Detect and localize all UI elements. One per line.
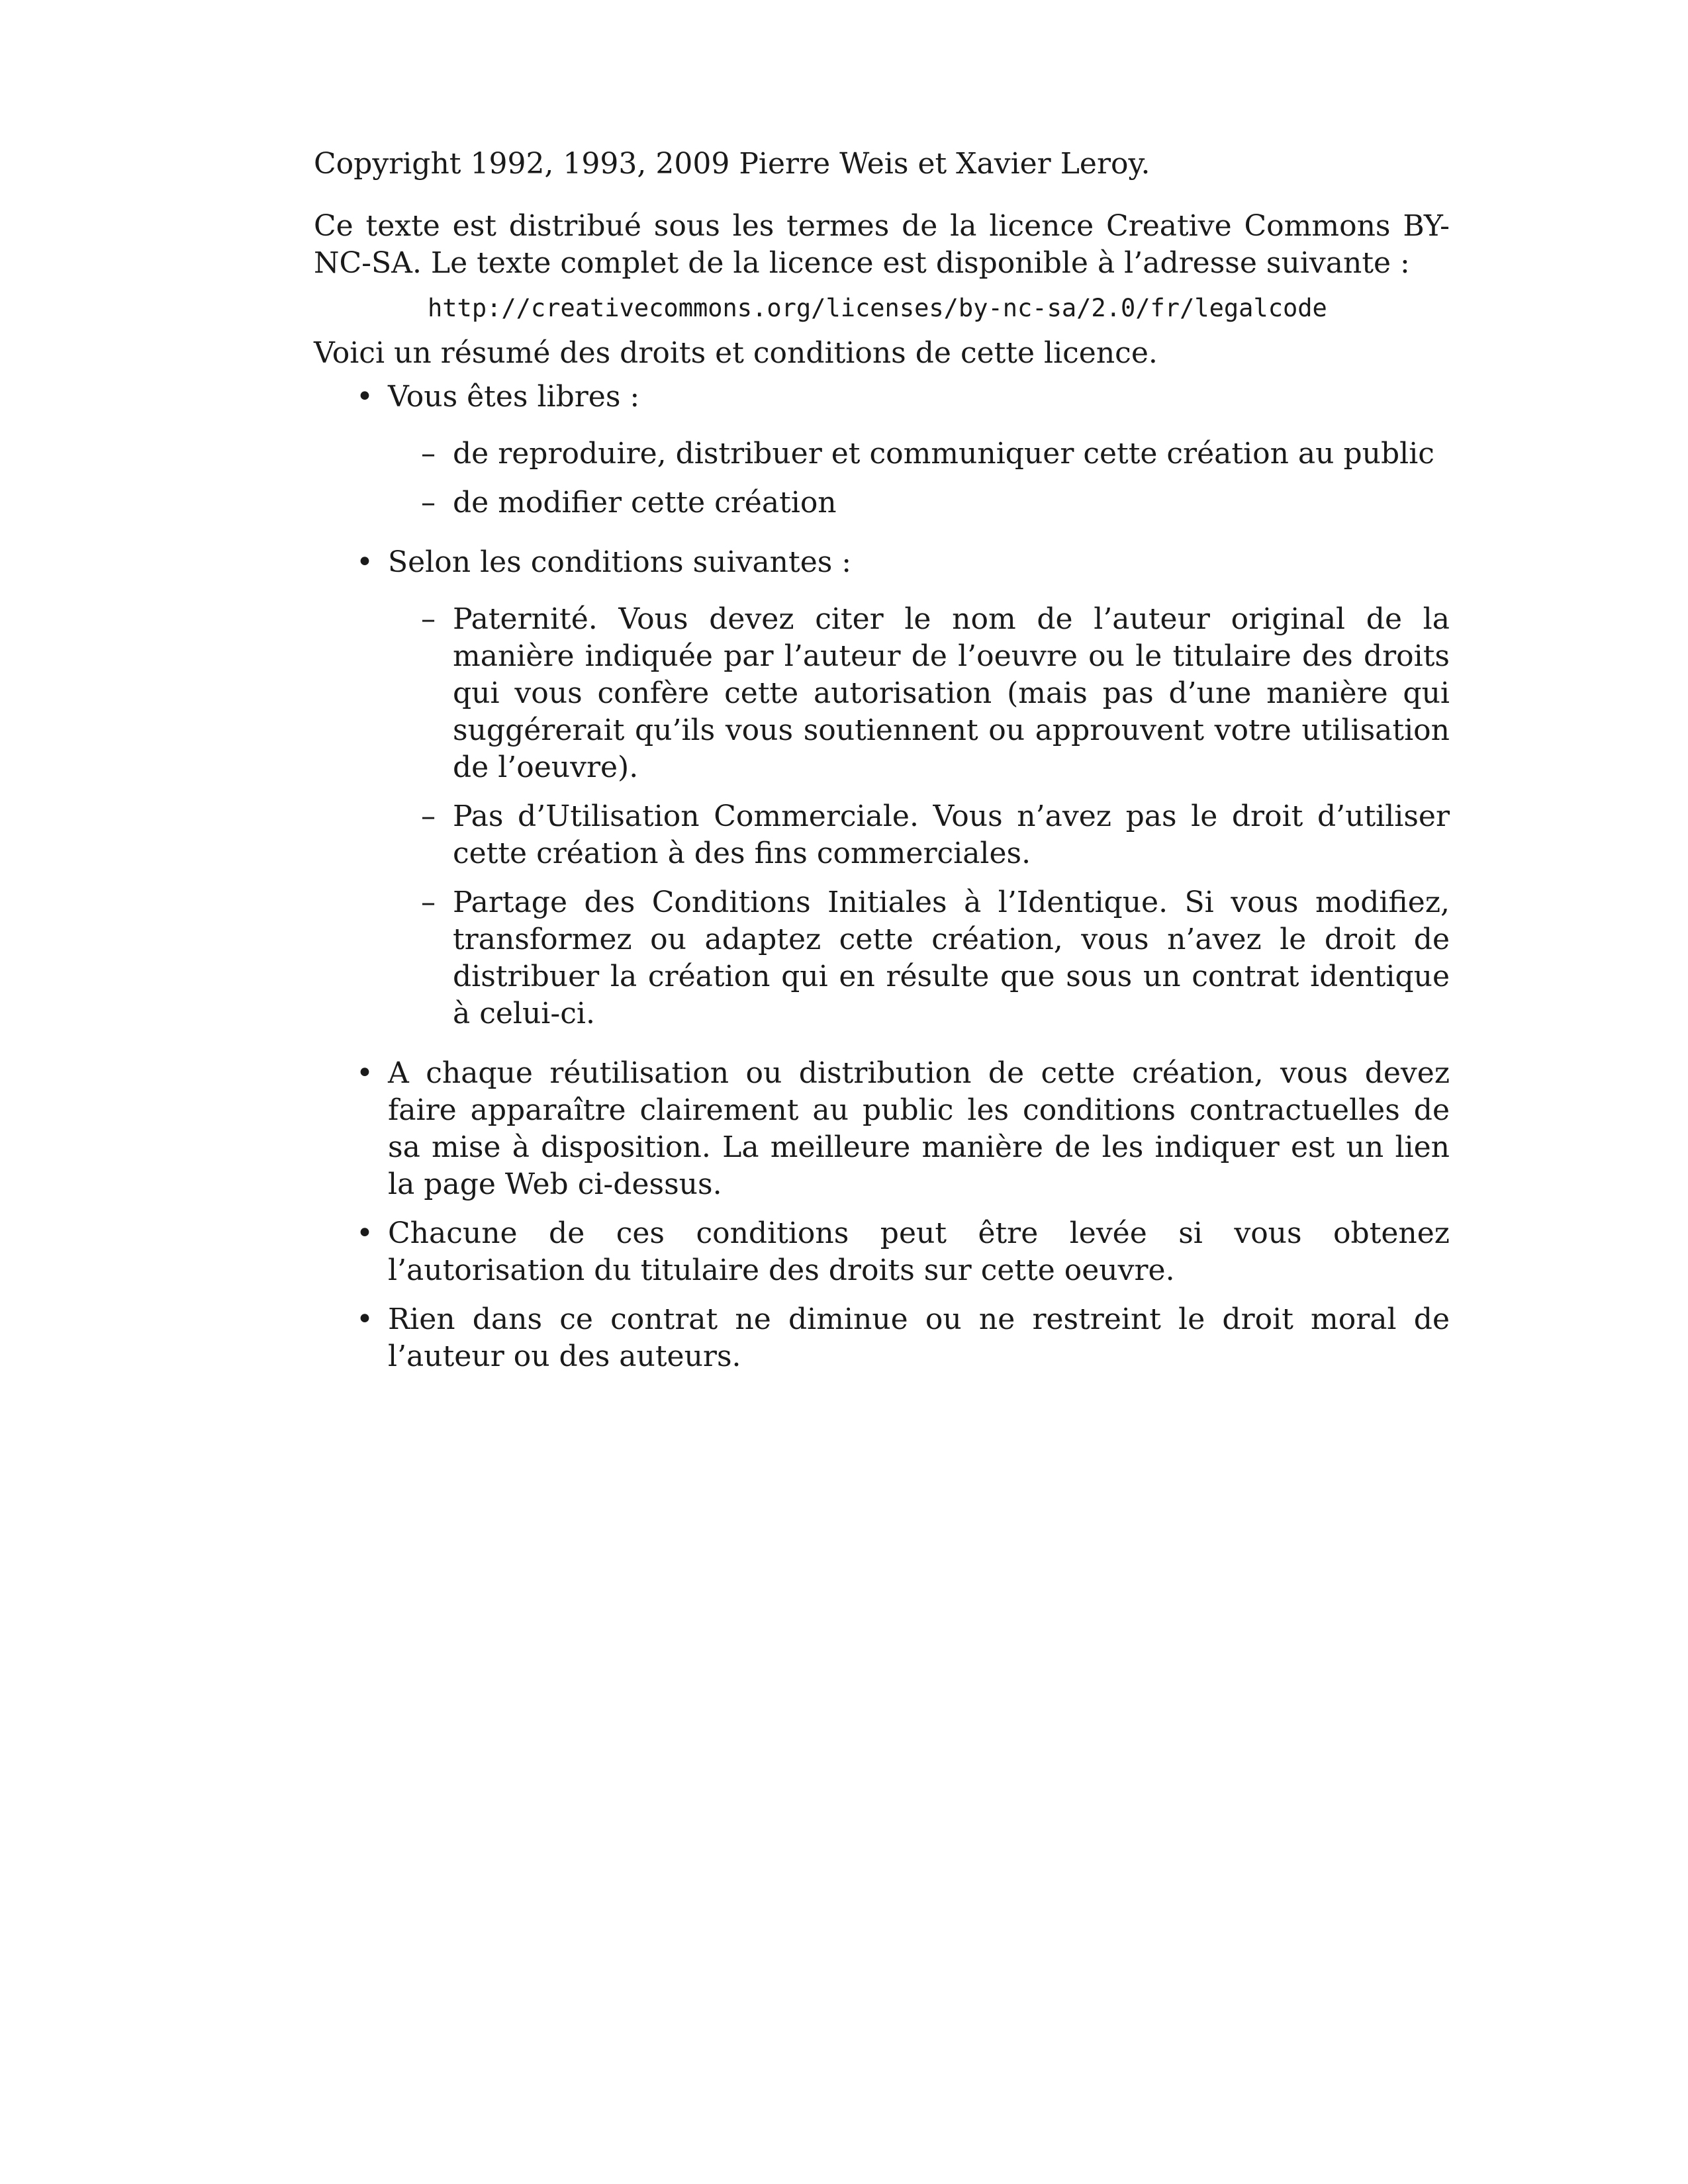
condition-text: Pas d’Utilisation Commerciale. Vous n’avez pas le droit d’utiliser cette création à des fins commerciales. — [453, 799, 1450, 870]
license-summary-list — [314, 379, 1450, 1375]
condition-item — [388, 601, 1450, 786]
condition-item — [388, 798, 1450, 872]
dash-icon: – — [421, 486, 436, 520]
bullet-icon: • — [356, 1302, 373, 1336]
condition-text: Partage des Conditions Initiales à l’Identique. Si vous modifiez, transformez ou adaptez cette création, vous n’avez le droit de distribuer la création qui en résulte que sous un contrat identique à celui-ci. — [453, 886, 1450, 1030]
dash-icon: – — [421, 799, 436, 833]
freedoms-list — [388, 435, 1450, 522]
conditions-item — [314, 544, 1450, 1032]
dash-icon: – — [421, 602, 436, 636]
bullet-icon: • — [356, 545, 373, 579]
note-text: Chacune de ces conditions peut être levée si vous obtenez l’autorisation du titulaire des droits sur cette oeuvre. — [388, 1216, 1450, 1287]
freedom-text: de reproduire, distribuer et communiquer cette création au public — [453, 437, 1434, 471]
bullet-icon: • — [356, 1056, 373, 1090]
bullet-icon: • — [356, 380, 373, 414]
note-item — [314, 1301, 1450, 1375]
license-url: http://creativecommons.org/licenses/by-nc-sa/2.0/fr/legalcode — [428, 294, 1327, 322]
conditions-list — [388, 601, 1450, 1032]
summary-intro: Voici un résumé des droits et conditions de cette licence. — [314, 336, 1158, 370]
note-text: A chaque réutilisation ou distribution de cette création, vous devez faire apparaître clairement au public les conditions contractuelles de sa mise à disposition. La meilleure manière de les indiquer est un lien la page Web ci-dessus. — [388, 1056, 1450, 1201]
copyright-notice: Copyright 1992, 1993, 2009 Pierre Weis et Xavier Leroy. — [314, 147, 1150, 181]
conditions-label: Selon les conditions suivantes : — [388, 545, 852, 579]
condition-item — [388, 884, 1450, 1032]
dash-icon: – — [421, 437, 436, 471]
freedoms-label: Vous êtes libres : — [388, 380, 640, 414]
license-intro: Ce texte est distribué sous les termes de la licence Creative Commons BY-NC-SA. Le texte complet de la licence est disponible à l’adresse suivante : — [314, 209, 1450, 280]
note-item — [314, 1055, 1450, 1203]
condition-text: Paternité. Vous devez citer le nom de l’auteur original de la manière indiquée par l’auteur de l’oeuvre ou le titulaire des droits qui vous confère cette autorisation (mais pas d’une manière qui suggérerait qu’ils vous soutiennent ou approuvent votre utilisation de l’oeuvre). — [453, 602, 1450, 784]
dash-icon: – — [421, 886, 436, 919]
freedom-text: de modifier cette création — [453, 486, 837, 520]
note-item — [314, 1215, 1450, 1289]
bullet-icon: • — [356, 1216, 373, 1250]
freedom-item — [388, 435, 1450, 473]
license-page — [314, 146, 1450, 1387]
freedom-item — [388, 484, 1450, 522]
note-text: Rien dans ce contrat ne diminue ou ne restreint le droit moral de l’auteur ou des auteurs. — [388, 1302, 1450, 1373]
freedoms-item — [314, 379, 1450, 522]
